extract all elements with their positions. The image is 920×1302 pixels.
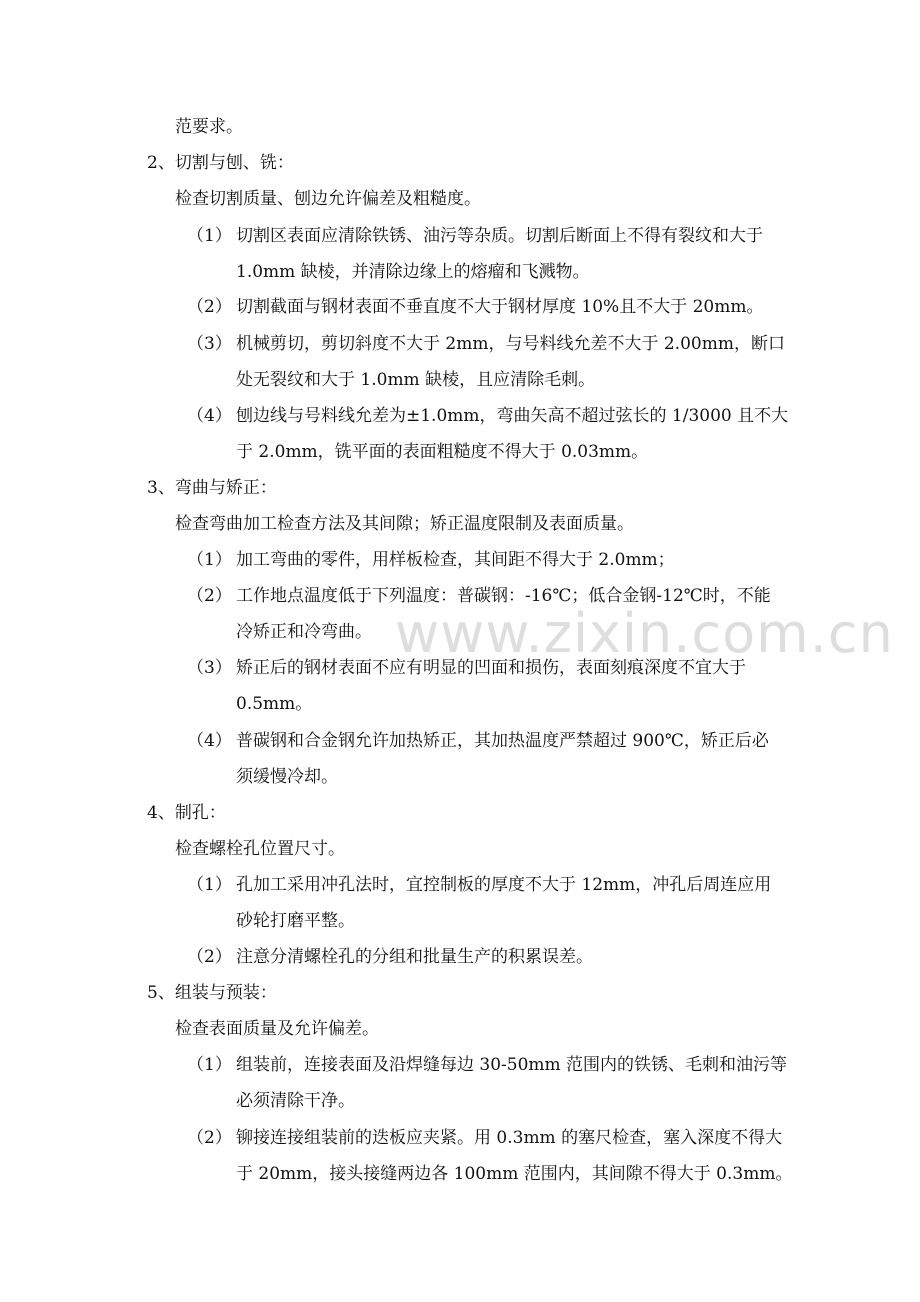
item-number: （4） xyxy=(187,406,232,426)
section-heading: 3、弯曲与矫正： xyxy=(147,478,277,498)
item-text: 矫正后的钢材表面不应有明显的凹面和损伤，表面刻痕深度不宜大于 xyxy=(236,658,746,678)
item-text: 加工弯曲的零件，用样板检查，其间距不得大于 2.0mm； xyxy=(236,550,675,570)
section-summary: 检查弯曲加工检查方法及其间隙；矫正温度限制及表面质量。 xyxy=(175,514,634,534)
item-text: 注意分清螺栓孔的分组和批量生产的积累误差。 xyxy=(236,947,593,967)
item-number: （4） xyxy=(187,731,232,751)
section-summary: 检查表面质量及允许偏差。 xyxy=(175,1019,379,1039)
item-text: 普碳钢和合金钢允许加热矫正，其加热温度严禁超过 900℃，矫正后必 xyxy=(236,731,769,751)
item-text: 于 2.0mm，铣平面的表面粗糙度不得大于 0.03mm。 xyxy=(236,442,649,462)
section-summary: 检查螺栓孔位置尺寸。 xyxy=(175,839,345,859)
item-text: 必须清除干净。 xyxy=(236,1091,355,1111)
item-text: 工作地点温度低于下列温度：普碳钢：-16℃；低合金钢-12℃时，不能 xyxy=(236,586,771,606)
item-number: （1） xyxy=(187,226,232,246)
item-number: （1） xyxy=(187,875,232,895)
item-number: （2） xyxy=(187,586,232,606)
item-text: 切割截面与钢材表面不垂直度不大于钢材厚度 10%且不大于 20mm。 xyxy=(236,297,764,317)
intro-continuation: 范要求。 xyxy=(175,117,243,137)
item-text: 刨边线与号料线允差为±1.0mm，弯曲矢高不超过弦长的 1/3000 且不大 xyxy=(236,406,789,426)
item-number: （3） xyxy=(187,658,232,678)
item-text: 切割区表面应清除铁锈、油污等杂质。切割后断面上不得有裂纹和大于 xyxy=(236,226,763,246)
section-summary: 检查切割质量、刨边允许偏差及粗糙度。 xyxy=(175,189,481,209)
watermark: www.zixin.com.cn xyxy=(395,602,894,665)
section-heading: 5、组装与预装： xyxy=(147,983,277,1003)
item-text: 处无裂纹和大于 1.0mm 缺棱，且应清除毛刺。 xyxy=(236,370,596,390)
item-number: （1） xyxy=(187,550,232,570)
item-text: 砂轮打磨平整。 xyxy=(236,911,355,931)
item-number: （2） xyxy=(187,297,232,317)
item-number: （1） xyxy=(187,1055,232,1075)
item-text: 须缓慢冷却。 xyxy=(236,767,338,787)
item-text: 机械剪切，剪切斜度不大于 2mm，与号料线允差不大于 2.00mm，断口 xyxy=(236,334,785,354)
item-text: 组装前，连接表面及沿焊缝每边 30-50mm 范围内的铁锈、毛刺和油污等 xyxy=(236,1055,788,1075)
item-text: 0.5mm。 xyxy=(236,694,313,714)
item-number: （2） xyxy=(187,1128,232,1148)
item-number: （3） xyxy=(187,334,232,354)
item-text: 孔加工采用冲孔法时，宜控制板的厚度不大于 12mm，冲孔后周连应用 xyxy=(236,875,772,895)
item-number: （2） xyxy=(187,947,232,967)
item-text: 铆接连接组装前的迭板应夹紧。用 0.3mm 的塞尺检查，塞入深度不得大 xyxy=(236,1128,783,1148)
section-heading: 2、切割与刨、铣： xyxy=(147,153,294,173)
item-text: 冷矫正和冷弯曲。 xyxy=(236,622,372,642)
item-text: 1.0mm 缺棱，并清除边缘上的熔瘤和飞溅物。 xyxy=(236,262,590,282)
section-heading: 4、制孔： xyxy=(147,803,226,823)
item-text: 于 20mm，接头接缝两边各 100mm 范围内，其间隙不得大于 0.3mm。 xyxy=(236,1164,793,1184)
